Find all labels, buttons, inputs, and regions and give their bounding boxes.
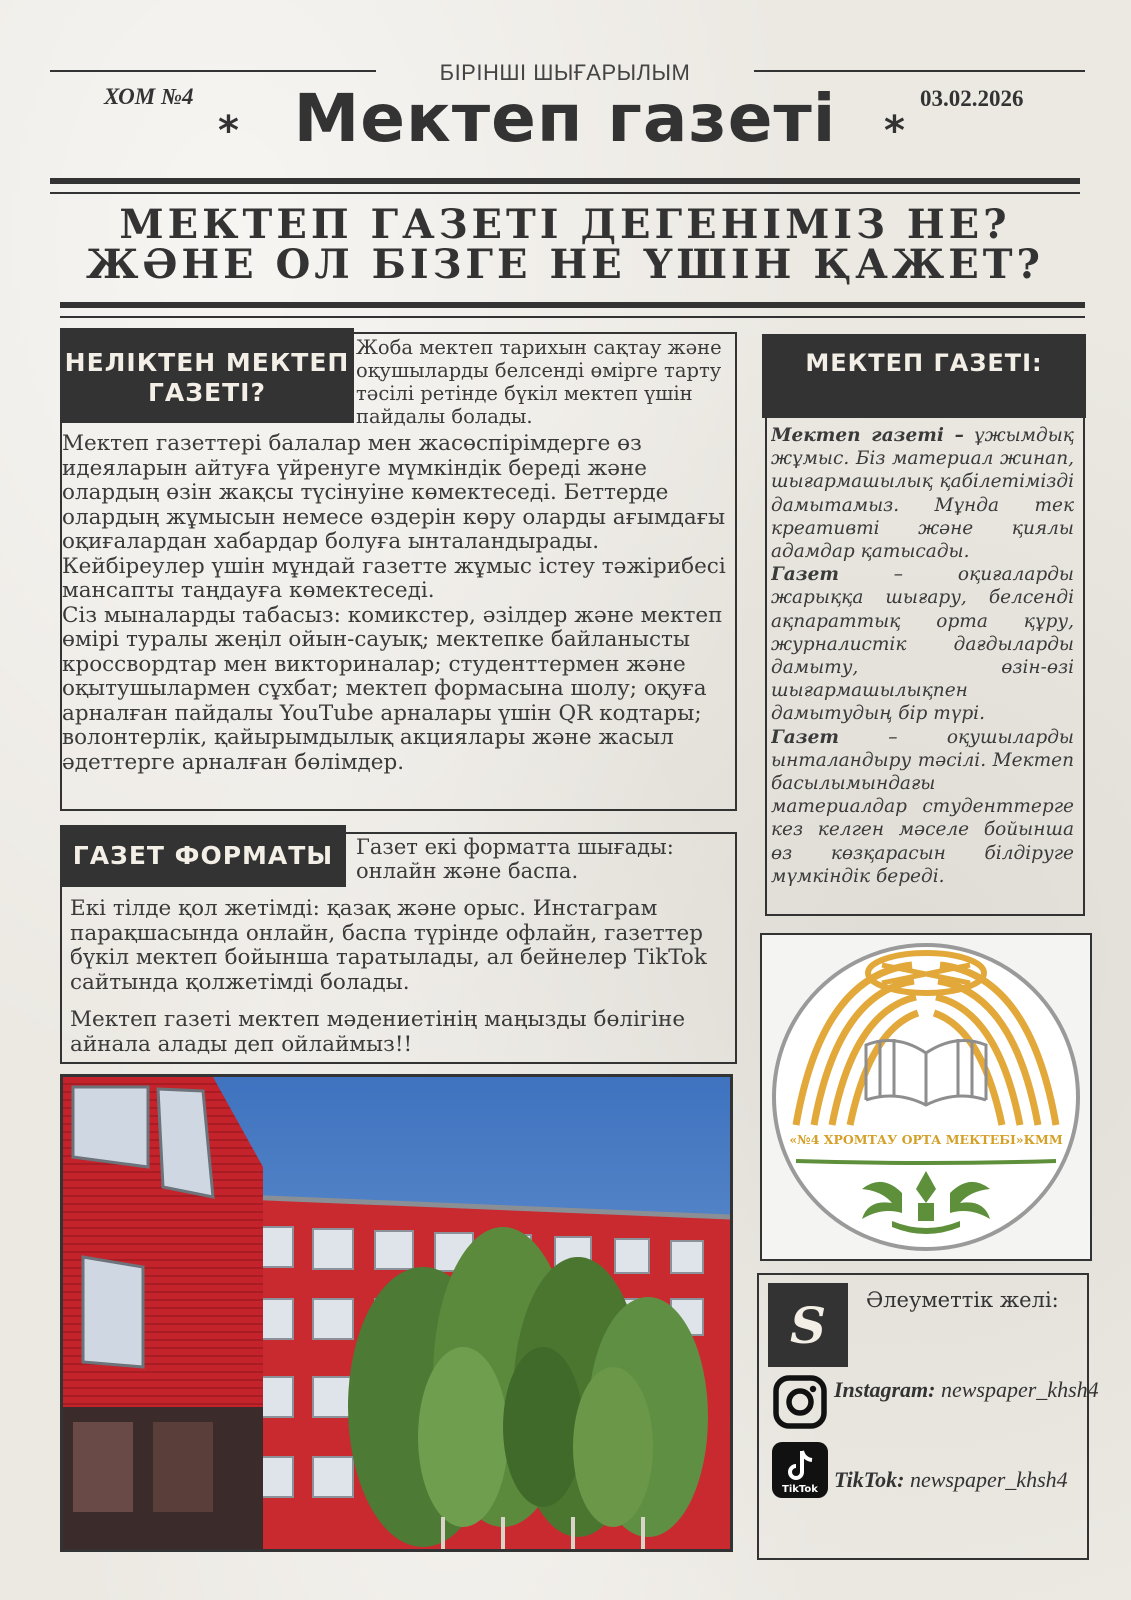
instagram-label: Instagram: (834, 1377, 936, 1402)
main-headline (60, 201, 1070, 288)
masthead-top-rule-right (754, 70, 1085, 72)
sidebar-text (771, 424, 1074, 888)
format-paragraph-2: Мектеп газеті мектеп мәдениетінің маңызды бөлігіне айнала алады деп ойлаймыз!! (70, 1007, 686, 1057)
issue-date: 03.02.2026 (920, 86, 1024, 111)
sidebar-p3-text: – оқушыларды ынталандыру тәсілі. Мектеп басылымындағы материалдар студенттерге кез келген мәселе бойынша өз көзқарасын білдіруге мүмкіндік береді. (771, 726, 1074, 887)
headline-thin-rule (60, 316, 1085, 318)
why-section-label: НЕЛІКТЕН МЕКТЕП ГАЗЕТІ? (60, 328, 354, 423)
star-left-icon: * (218, 108, 239, 154)
school-building-illustration (63, 1077, 730, 1549)
why-section-body (62, 432, 732, 775)
sidebar-paragraph-2 (771, 563, 1074, 725)
tiktok-icon-svg (772, 1442, 828, 1498)
sidebar-paragraph-1 (771, 424, 1074, 563)
star-right-icon: * (884, 108, 905, 154)
masthead-thin-rule (50, 192, 1080, 194)
s-badge-svg (768, 1283, 848, 1367)
masthead-top-rule-left (50, 70, 376, 72)
headline-line-1: МЕКТЕП ГАЗЕТІ ДЕГЕНІМІЗ НЕ? (119, 201, 1011, 248)
s-badge-letter: S (789, 1296, 827, 1355)
sidebar-p2-bold: Газет (771, 564, 839, 586)
sidebar-label: МЕКТЕП ГАЗЕТІ: (762, 334, 1086, 418)
headline-thick-rule (60, 302, 1085, 308)
format-section-label: ГАЗЕТ ФОРМАТЫ (60, 825, 346, 887)
format-paragraph-1: Екі тілде қол жетімді: қазақ және орыс. Инстаграм парақшасында онлайн, баспа түрінде офлайн, газеттер бүкіл мектеп бойынша таратылады, ал бейнелер TikTok сайтында қолжетімді болады. (70, 896, 707, 995)
sidebar-paragraph-3 (771, 726, 1074, 888)
sidebar-p3-bold: Газет (771, 726, 839, 748)
s-badge-icon (768, 1283, 848, 1367)
instagram-link[interactable] (834, 1377, 1099, 1403)
tiktok-icon-text: TikTok (782, 1484, 818, 1495)
school-emblem-icon (762, 935, 1090, 1259)
tiktok-label: TikTok: (834, 1467, 905, 1492)
edition-label: БІРІНШІ ШЫҒАРЫЛЫМ (439, 60, 691, 85)
school-logo-box (760, 933, 1092, 1261)
social-title: Әлеуметтік желі: (866, 1288, 1059, 1312)
tiktok-icon[interactable] (772, 1442, 828, 1498)
sidebar-p1-text: ұжымдық жұмыс. Біз материал жинап, шығармашылық қабілетімізді дамытамыз. Мұнда тек креативті және қиялы адамдар қатысады. (771, 425, 1074, 563)
instagram-icon-svg (772, 1374, 828, 1430)
tiktok-link[interactable] (834, 1467, 1068, 1493)
why-paragraph-1: Мектеп газеттері балалар мен жасөспірімдерге өз идеяларын айтуға үйренуге мүмкіндік береді және олардың өзін жақсы түсінуіне көмектеседі. Беттерде олардың жұмысын немесе өздерін көру оларды ағымдағы оқиғалардан хабардар болуға ынталандырады. Кейбіреулер үшін мұндай газетте жұмыс істеу тәжірибесі мансапты таңдауға көмектеседі. (62, 431, 726, 603)
school-building-photo (60, 1074, 733, 1552)
tiktok-handle: newspaper_khsh4 (904, 1467, 1068, 1492)
why-paragraph-2: Сіз мыналарды табасыз: комикстер, әзілдер және мектеп өмірі туралы жеңіл ойын-сауық; мектепке байланысты кроссвордтар мен викториналар; студенттермен және оқытушылармен сұхбат; мектеп формасына шолу; оқуға арналған пайдалы YouTube арналары үшін QR кодтары; волонтерлік, қайырымдылық акциялары және жасыл әдеттерге арналған бөлімдер. (62, 602, 723, 775)
headline-line-2: ЖӘНЕ ОЛ БІЗГЕ НЕ ҮШІН ҚАЖЕТ? (86, 241, 1044, 288)
sidebar-p2-text: – оқиғаларды жарыққа шығару, белсенді ақпараттық орта құру, журналистік дағдыларды дамыту, өзін-өзі шығармашылықпен дамытудың бір түрі. (771, 564, 1074, 725)
school-name-text: «№4 ХРОМТАУ ОРТА МЕКТЕБІ»КММ (789, 1132, 1063, 1147)
sidebar-p1-bold: Мектеп газеті – (771, 425, 964, 446)
why-section-intro: Жоба мектеп тарихын сақтау және оқушыларды белсенді өмірге тарту тәсілі ретінде бүкіл мектеп үшін пайдалы болады. (356, 336, 722, 428)
issue-label: ХОМ №4 (104, 84, 194, 109)
masthead-thick-rule (50, 178, 1080, 184)
format-section-intro: Газет екі форматта шығады: онлайн және баспа. (356, 835, 674, 883)
instagram-handle: newspaper_khsh4 (935, 1377, 1099, 1402)
instagram-icon[interactable] (772, 1374, 828, 1430)
newspaper-title: Мектеп газеті (293, 80, 837, 157)
